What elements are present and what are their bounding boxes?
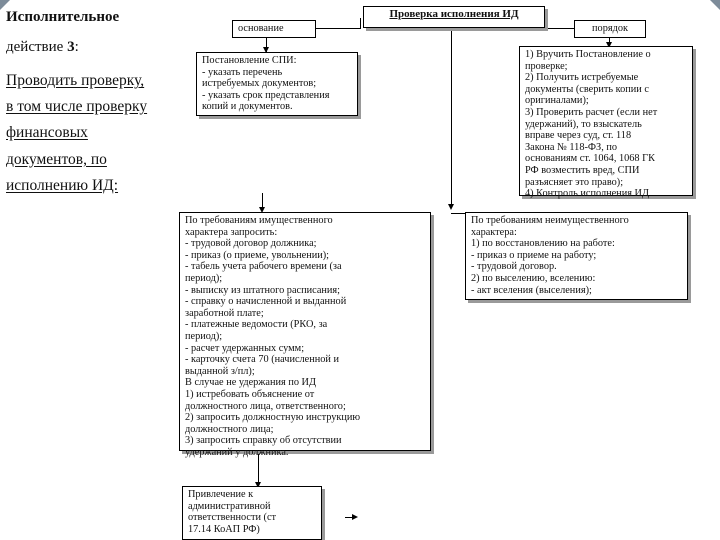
left-body (6, 68, 178, 199)
title-line-1: Исполнительное (6, 9, 120, 25)
connector-root-left (360, 18, 361, 28)
corner-decoration-right (710, 0, 720, 10)
order-label-box: порядок (574, 20, 646, 38)
basis-label-box: основание (232, 20, 316, 38)
body-line: в том числе проверку (6, 98, 148, 116)
body-line: документов, по (6, 150, 107, 168)
connector-nonproperty (451, 213, 465, 214)
nonproperty-box: По требованиям неимущественного характера: 1) по восстановлению на работе: - приказ о приеме на работу; - трудовой договор. 2) по выселению, вселению: - акт вселения (выселения); (465, 212, 688, 300)
property-box: По требованиям имущественного характера запросить: - трудовой договор должника; - приказ (о приеме, увольнении); - табель учета рабочего времени (за период); - выписку из штатного расписания; - справку о начисленной и выданной заработной плате; - платежные ведомости (РКО, за период); - расчет удержанных сумм; - карточку счета 70 (начисленной и выданной з/пл); В случае не удержания по ИД 1) истребовать объяснение от должностного лица, ответственного; 2) запросить должностную инструкцию должностного лица; 3) запросить справку об отсутствии удержаний у должника. (179, 212, 431, 451)
body-line: исполнению ИД: (6, 176, 119, 194)
resolution-box: Постановление СПИ: - указать перечень истребуемых документов; - указать срок представления копий и документов. (196, 52, 358, 116)
title-line-2-suffix: : (74, 39, 79, 55)
body-line: финансовых (6, 124, 88, 142)
body-line: Проводить проверку, (6, 72, 145, 89)
title-line-2 (6, 39, 79, 55)
liability-box: Привлечение к административной ответственности (ст 17.14 КоАП РФ) (182, 486, 322, 540)
connector-root-down (451, 27, 452, 207)
connector-basis (316, 28, 361, 29)
title-line-2-number: 3 (67, 39, 75, 55)
root-box: Проверка исполнения ИД (363, 6, 545, 28)
procedure-box: 1) Вручить Постановление о проверке; 2) Получить истребуемые документы (сверить копии с оригиналами); 3) Проверить расчет (если нет удержаний), то взыскатель вправе через суд, ст. 118 Закона № 118-ФЗ, по основаниям ст. 1064, 1068 ГК РФ возместить вред, СПИ разъясняет это право); 4) Контроль исполнения ИД (519, 46, 693, 196)
title-line-2-prefix: действие (6, 39, 68, 55)
left-title (6, 2, 176, 62)
arrow-down-icon (448, 204, 454, 210)
arrow-right-icon (352, 514, 358, 520)
